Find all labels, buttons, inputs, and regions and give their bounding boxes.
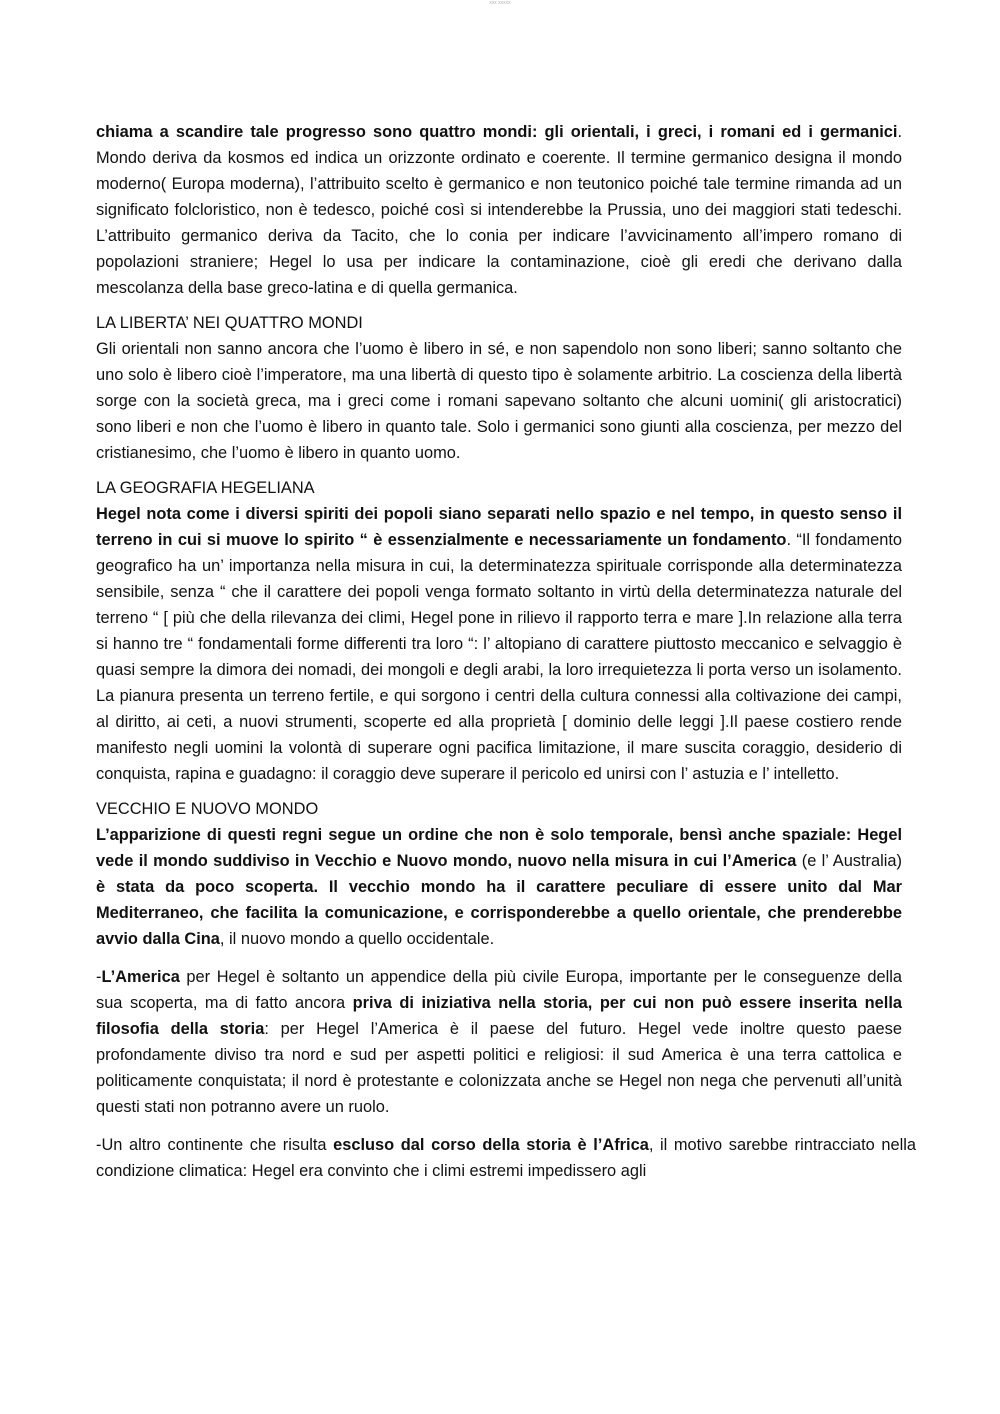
header-watermark: xxx xxxxx <box>489 0 511 6</box>
paragraph-africa <box>96 1132 916 1184</box>
bold-text: L’apparizione di questi regni segue un ordine che non è solo temporale, bensì anche spaziale: Hegel vede il mondo suddiviso in Vecchio e Nuovo mondo, nuovo nella misura in cui l’America <box>96 826 902 870</box>
paragraph-text: (e l’ Australia) <box>796 852 902 870</box>
paragraph-liberta: Gli orientali non sanno ancora che l’uomo è libero in sé, e non sapendolo non sono liberi; sanno soltanto che uno solo è libero cioè l’imperatore, ma una libertà di questo tipo è solamente arbitrio. La coscienza della libertà sorge con la società greca, ma i greci come i romani sapevano soltanto che alcuni uomini( gli aristocratici) sono liberi e non che l’uomo è libero in quanto tale. Solo i germanici sono giunti alla coscienza, per mezzo del cristianesimo, che l’uomo è libero in quanto uomo. <box>96 340 902 462</box>
paragraph-text: . “Il fondamento geografico ha un’ importanza nella misura in cui, la determinatezza spirituale corrisponde alla determinatezza sensibile, senza “ che il carattere dei popoli venga formato soltanto in virtù della determinatezza naturale del terreno “ [ più che della rilevanza dei climi, Hegel pone in rilievo il rapporto terra e mare ].In relazione alla terra si hanno tre “ fondamentali forme differenti tra loro “: l’ altopiano di carattere piuttosto meccanico e selvaggio è quasi sempre la dimora dei nomadi, dei mongoli e degli arabi, la loro irrequietezza li porta verso un isolamento. La pianura presenta un terreno fertile, e qui sorgono i centri della cultura connessi alla coltivazione dei campi, al diritto, ai ceti, a nuovi strumenti, scoperte ed alla proprietà [ dominio delle leggi ].Il paese costiero rende manifesto negli uomini la volontà di superare ogni pacifica limitazione, il mare suscita coraggio, desiderio di conquista, rapina e guadagno: il coraggio deve superare il pericolo ed unirsi con l’ astuzia e l’ intelletto. <box>96 531 903 783</box>
paragraph-text: , il nuovo mondo a quello occidentale. <box>219 930 495 948</box>
paragraph-text: per Hegel è soltanto un appendice della più civile Europa, importante per le conseguenze della sua scoperta, ma di fatto ancora <box>96 968 902 1012</box>
dash: - <box>96 968 102 986</box>
paragraph-america <box>96 964 902 1120</box>
bold-text: è stata da poco scoperta. Il vecchio mondo ha il carattere peculiare di essere unito dal Mar Mediterraneo, che facilita la comunicazione, e corrisponderebbe a quello orientale, che prenderebbe avvio dalla Cina <box>96 878 902 948</box>
section-heading-geografia: LA GEOGRAFIA HEGELIANA <box>96 479 315 497</box>
bold-text: chiama a scandire tale progresso sono quattro mondi: gli orientali, i greci, i romani ed i germanici <box>96 123 898 141</box>
section-heading-liberta: LA LIBERTA’ NEI QUATTRO MONDI <box>96 314 363 332</box>
bold-text: Hegel nota come i diversi spiriti dei popoli siano separati nello spazio e nel tempo, in questo senso il terreno in cui si muove lo spirito “ è essenzialmente e necessariamente un fondamento <box>96 505 902 549</box>
paragraph-text: . Mondo deriva da kosmos ed indica un orizzonte ordinato e coerente. Il termine germanico designa il mondo moderno( Europa moderna), l’attribuito scelto è germanico e non teutonico poiché tale termine rimanda ad un significato folcloristico, non è tedesco, poiché così si intenderebbe la Prussia, uno dei maggiori stati tedeschi. L’attribuito germanico deriva da Tacito, che lo conia per indicare l’avvicinamento all’impero romano di popolazioni straniere; Hegel lo usa per indicare la contaminazione, cioè gli eredi che derivano dalla mescolanza della base greco-latina e di quella germanica. <box>96 123 902 297</box>
paragraph-geografia <box>96 501 902 787</box>
document-page <box>96 119 917 1184</box>
paragraph-four-worlds <box>96 119 902 301</box>
paragraph-vecchio-nuovo <box>96 822 902 952</box>
section-heading-vecchio-nuovo: VECCHIO E NUOVO MONDO <box>96 800 319 818</box>
bold-text: L’America <box>101 968 180 986</box>
paragraph-text: , il motivo sarebbe rintracciato nella condizione climatica: Hegel era convinto che i climi estremi impedissero agli <box>96 1136 917 1180</box>
paragraph-text: -Un altro continente che risulta <box>96 1136 334 1154</box>
bold-text: priva di iniziativa nella storia, per cui non può essere inserita nella filosofia della storia <box>96 994 902 1038</box>
paragraph-text: : per Hegel l’America è il paese del futuro. Hegel vede inoltre questo paese profondamente diviso tra nord e sud per aspetti politici e religiosi: il sud America è una terra cattolica e politicamente conquistata; il nord è protestante e colonizzata anche se Hegel non nega che pervenuti all’unità questi stati non potranno avere un ruolo. <box>96 1020 902 1116</box>
bold-text: escluso dal corso della storia è l’Africa <box>333 1136 649 1154</box>
